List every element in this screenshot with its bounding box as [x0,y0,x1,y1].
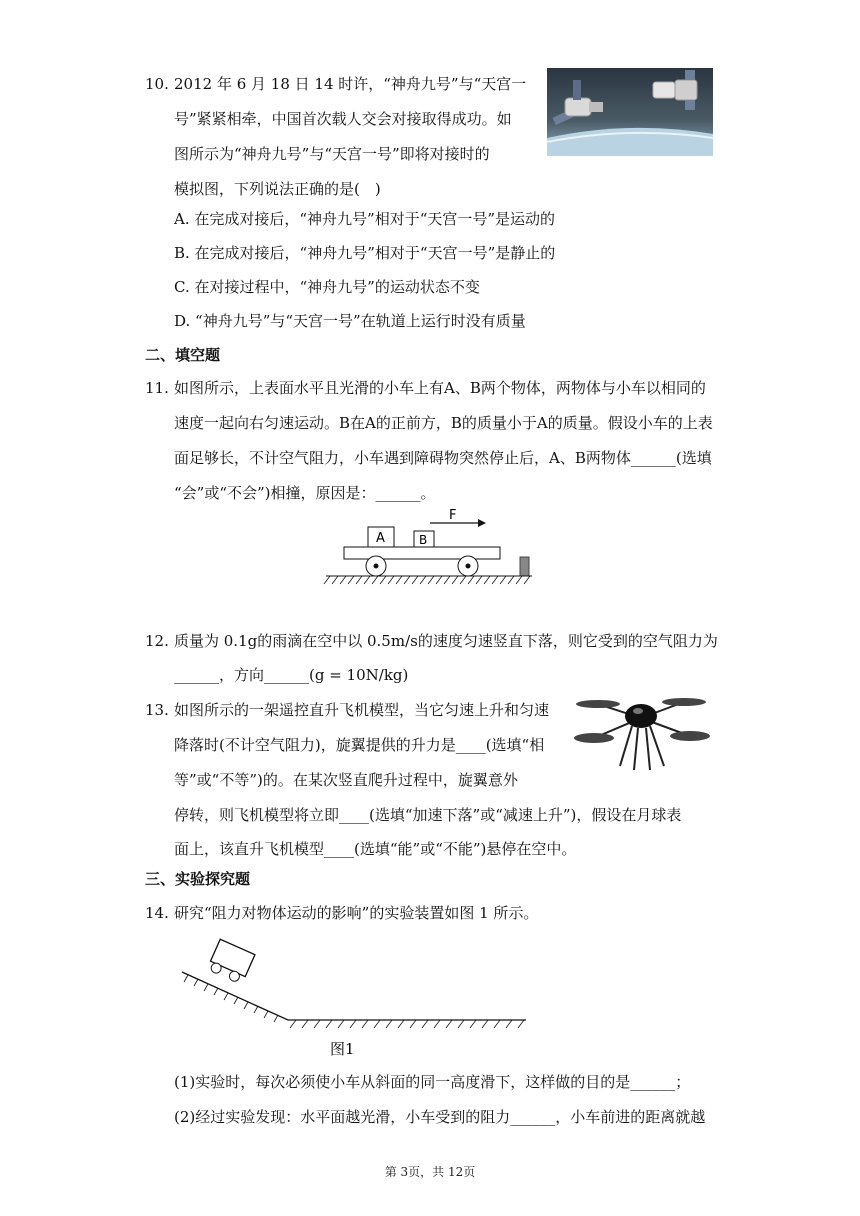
incline-figure [176,938,528,1060]
question-text-line: “会”或“不会”)相撞，原因是：______。 [174,484,436,502]
question-number: 12. [145,632,169,650]
question-text-line: 2012 年 6 月 18 日 14 时许，“神舟九号”与“天宫一 [174,75,527,93]
question-number: 13. [145,701,169,719]
question-text-line: 如图所示，上表面水平且光滑的小车上有A、B两个物体，两物体与小车以相同的 [174,379,706,397]
question-text-line: 等”或“不等”)的。在某次竖直爬升过程中，旋翼意外 [174,771,518,789]
question-text-line: 图所示为“神舟九号”与“天宫一号”即将对接时的 [174,145,490,163]
option-b: B. 在完成对接后，“神舟九号”相对于“天宫一号”是静止的 [174,244,556,262]
sub-question: (1)实验时，每次必须使小车从斜面的同一高度滑下，这样做的目的是______； [174,1073,691,1091]
block-a-label: A [376,531,385,546]
question-text-line: 降落时(不计空气阻力)，旋翼提供的升力是____(选填“相 [174,736,545,754]
force-label: F [449,508,457,523]
option-c: C. 在对接过程中，“神舟九号”的运动状态不变 [174,278,480,296]
page-footer: 第 3页，共 12页 [384,1165,476,1179]
option-a: A. 在完成对接后，“神舟九号”相对于“天宫一号”是运动的 [174,210,556,228]
question-text-line: 模拟图，下列说法正确的是( ) [174,180,381,198]
question-number: 10. [145,75,169,93]
question-text-line: 质量为 0.1g的雨滴在空中以 0.5m/s的速度匀速竖直下落，则它受到的空气阻力为 [174,632,718,650]
section-heading: 二、填空题 [145,346,221,364]
question-text-line: ______，方向______(g = 10N/kg) [174,666,409,684]
sub-question: (2)经过实验发现：水平面越光滑，小车受到的阻力______，小车前进的距离就越 [174,1108,706,1126]
question-number: 14. [145,904,169,922]
question-text-line: 停转，则飞机模型将立即____(选填“加速下落”或“减速上升”)，假设在月球表 [174,806,682,824]
section-heading: 三、实验探究题 [145,870,251,888]
drone-image [568,690,714,774]
question-text-line: 研究“阻力对物体运动的影响”的实验装置如图 1 所示。 [174,904,539,922]
cart-figure [322,505,534,589]
question-text-line: 面上，该直升飞机模型____(选填“能”或“不能”)悬停在空中。 [174,840,577,858]
question-text-line: 如图所示的一架遥控直升飞机模型，当它匀速上升和匀速 [174,701,550,719]
option-d: D. “神舟九号”与“天宫一号”在轨道上运行时没有质量 [174,312,526,330]
question-number: 11. [145,379,169,397]
question-text-line: 号”紧紧相牵，中国首次载人交会对接取得成功。如 [174,110,512,128]
spacecraft-docking-image [547,68,713,156]
block-b-label: B [419,533,428,547]
question-text-line: 面足够长，不计空气阻力，小车遇到障碍物突然停止后，A、B两物体______(选填 [174,449,712,467]
figure-caption: 图1 [330,1040,355,1058]
question-text-line: 速度一起向右匀速运动。B在A的正前方，B的质量小于A的质量。假设小车的上表 [174,414,713,432]
